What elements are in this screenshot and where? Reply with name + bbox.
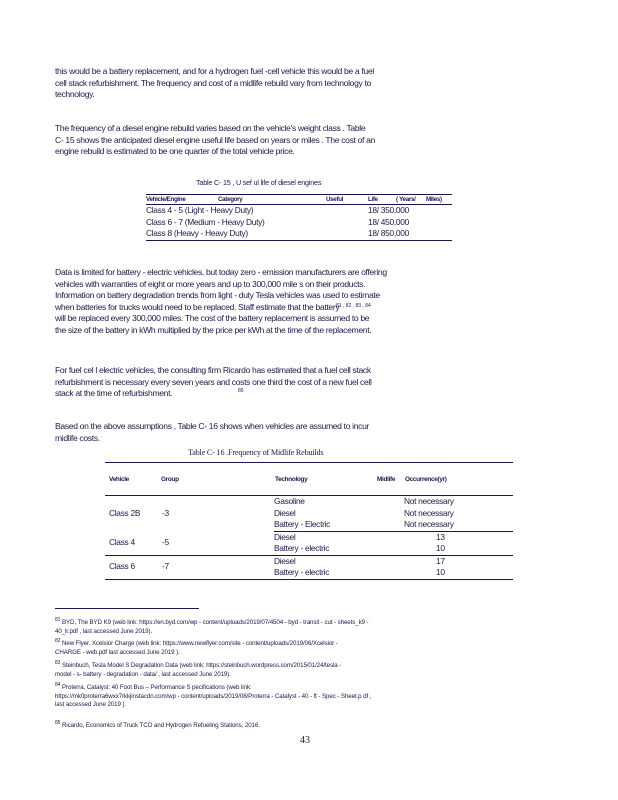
column-header: Vehicle/Engine <box>146 195 218 205</box>
table-cell: 10 <box>404 543 513 555</box>
footnote-text: BYD, The BYD K9 (web link: https://en.byd.com/wp - content/uploads/2019/07/4504 - byd - transit - cut - sheets_k9 - <box>62 619 369 626</box>
text-line: engine rebuild is estimated to be one quarter of the total vehicle price. <box>55 146 295 156</box>
table-cell: Battery - electric <box>274 567 404 579</box>
table-header-row <box>105 463 513 496</box>
footnote-line: CHARGE - web.pdf last accessed June 2019 ). <box>55 648 180 656</box>
footnote-reference: 81 , 82 , 83 , 84 <box>336 303 371 309</box>
text-line: cell stack refurbishment. The frequency and cost of a midlife rebuild vary from technology to <box>55 77 371 88</box>
table-cell: Class 4 - 5 (Light - Heavy Duty) <box>146 205 254 215</box>
table-cell-vehicle: Class 4 <box>105 531 160 555</box>
table-cell-group: -3 <box>162 507 169 518</box>
table-cell-vehicle: Class 6 <box>105 555 160 579</box>
footnote-text: Proterra, Catalyst: 40 Foot Bus – Performance S pecifications (web link: <box>62 684 252 691</box>
column-header: Category <box>218 195 326 205</box>
table-c15-useful-life <box>146 194 452 241</box>
table-cell: Battery - Electric <box>274 519 404 531</box>
table-row <box>105 496 513 508</box>
footnote-number: 85 <box>55 720 61 726</box>
table-cell: 17 <box>436 555 445 566</box>
footnote-reference: 85 <box>238 388 244 394</box>
paragraph-diesel-rebuild <box>55 123 555 158</box>
table-cell-vehicle: Class 2B <box>109 507 141 518</box>
column-header: Vehicle <box>105 463 160 496</box>
footnote-text: Steinbuch, Tesla Model S Degradation Data (web link: https://steinbuch.wordpress.com/2015/01/24/tesla - <box>62 662 342 669</box>
footnote-line: https://mk0proterra6wxx7rkkjinstacdn.com/wp - content/uploads/2019/08/Proterra - Catalyst - 40 - ft - Spec - Sheet.p df , <box>55 692 372 700</box>
column-header: Useful <box>326 195 368 205</box>
footnote-82 <box>55 637 565 657</box>
column-header: Group <box>160 463 274 496</box>
footnote-line <box>55 637 565 649</box>
table-cell: Not necessary <box>404 519 513 531</box>
table-c16-midlife-frequency <box>105 462 513 580</box>
table-cell: Gasoline <box>274 496 305 506</box>
footnote-85 <box>55 719 565 731</box>
table-cell-group: -5 <box>160 531 274 555</box>
text-line-content: when batteries for trucks would need to be replaced. Staff estimate that the battery <box>55 301 340 312</box>
table-cell: 18/ 850,000 <box>368 228 452 240</box>
text-line: Information on battery degradation trends from light - duty Tesla vehicles was used to estimate <box>55 290 380 300</box>
footnote-text: New Flyer, Xcelsior Charge (web link: https://www.newflyer.com/site - content/uploads/2019/06/Xcelsior - <box>62 640 338 647</box>
table-cell: 13 <box>436 531 445 542</box>
paragraph-battery-electric <box>55 267 555 336</box>
paragraph-fuel-cell <box>55 365 555 400</box>
table-cell: Battery - electric <box>274 543 404 555</box>
footnote-number: 81 <box>55 617 61 623</box>
text-line: this would be a battery replacement, and for a hydrogen fuel -cell vehicle this would be a fuel <box>55 66 374 76</box>
footnote-line: last accessed June 2019 ). <box>55 701 127 709</box>
paragraph-midlife-intro <box>55 421 555 444</box>
table-cell: 10 <box>404 567 513 579</box>
text-line: will be replaced every 300,000 miles. The cost of the battery replacement is assumed to be <box>55 313 370 323</box>
table-cell: 18/ 450,000 <box>368 216 409 227</box>
text-line: Based on the above assumptions , Table C- 16 shows when vehicles are assumed to incur <box>55 421 370 431</box>
table-cell: Class 8 (Heavy - Heavy Duty) <box>146 228 368 240</box>
text-line: midlife costs. <box>55 432 100 443</box>
table-header-row <box>146 195 452 205</box>
footnote-84 <box>55 681 565 710</box>
page-number: 43 <box>300 735 310 746</box>
footnote-text: Ricardo, Economics of Truck TCO and Hydrogen Refueling Stations, 2016. <box>62 722 260 729</box>
column-header: ( Years/ <box>396 195 426 205</box>
footnote-number: 82 <box>55 638 61 644</box>
column-header: Midlife <box>376 463 404 496</box>
footnote-divider <box>55 608 199 609</box>
text-line: stack at the time of refurbishment. <box>55 388 173 398</box>
table-cell: Not necessary <box>404 496 454 506</box>
text-line: C- 15 shows the anticipated diesel engine useful life based on years or miles . The cost of an <box>55 134 375 145</box>
table-row <box>146 228 452 240</box>
table-cell-group: -7 <box>160 555 274 579</box>
text-line: The frequency of a diesel engine rebuild varies based on the vehicle's weight class . Table <box>55 123 366 133</box>
table-c15-caption: Table C- 15 , U sef ul life of diesel engines <box>196 178 322 187</box>
table-row <box>146 217 452 229</box>
column-header: Technology <box>274 463 376 496</box>
footnote-number: 83 <box>55 660 61 666</box>
table-c16-caption: Table C- 16 .Frequency of Midlife Rebuilds <box>188 448 324 457</box>
footnote-line: model - s- battery - degradation - data/ , last accessed June 2019). <box>55 670 231 678</box>
footnote-81 <box>55 616 565 636</box>
table-row <box>146 205 452 217</box>
footnote-line: 40_lr.pdf , last accessed June 2019). <box>55 627 153 635</box>
table-cell: Diesel <box>274 507 296 518</box>
footnote-83 <box>55 659 565 679</box>
table-row <box>105 531 513 543</box>
text-line: Data is limited for battery - electric vehicles, but today zero - emission manufacturers are offering <box>55 267 387 277</box>
table-cell: Class 6 - 7 (Medium - Heavy Duty) <box>146 216 265 227</box>
column-header: Miles) <box>426 195 452 205</box>
column-header: Occurrence(yr) <box>404 463 513 496</box>
text-line: technology. <box>55 89 95 99</box>
table-cell: Diesel <box>274 531 296 542</box>
paragraph-rebuild-intro <box>55 66 555 101</box>
table-cell: 18/ 350,000 <box>368 205 409 215</box>
footnote-line <box>55 659 565 671</box>
table-cell: Diesel <box>274 555 296 566</box>
table-cell: Not necessary <box>404 507 454 518</box>
text-line: refurbishment is necessary every seven years and costs one third the cost of a new fuel cell <box>55 376 372 387</box>
column-header: Life <box>368 195 396 205</box>
footnote-line <box>55 681 565 693</box>
text-line <box>55 302 555 314</box>
footnote-number: 84 <box>55 682 61 688</box>
text-line: the size of the battery in kWh multiplied by the price per kWh at the time of the replacement. <box>55 324 372 335</box>
footnote-line <box>55 719 565 731</box>
footnote-line <box>55 616 565 628</box>
table-row <box>105 555 513 567</box>
text-line: For fuel cel l electric vehicles, the consulting firm Ricardo has estimated that a fuel cell stack <box>55 365 371 375</box>
text-line: vehicles with warranties of eight or more years and up to 300,000 mile s on their products. <box>55 278 366 289</box>
